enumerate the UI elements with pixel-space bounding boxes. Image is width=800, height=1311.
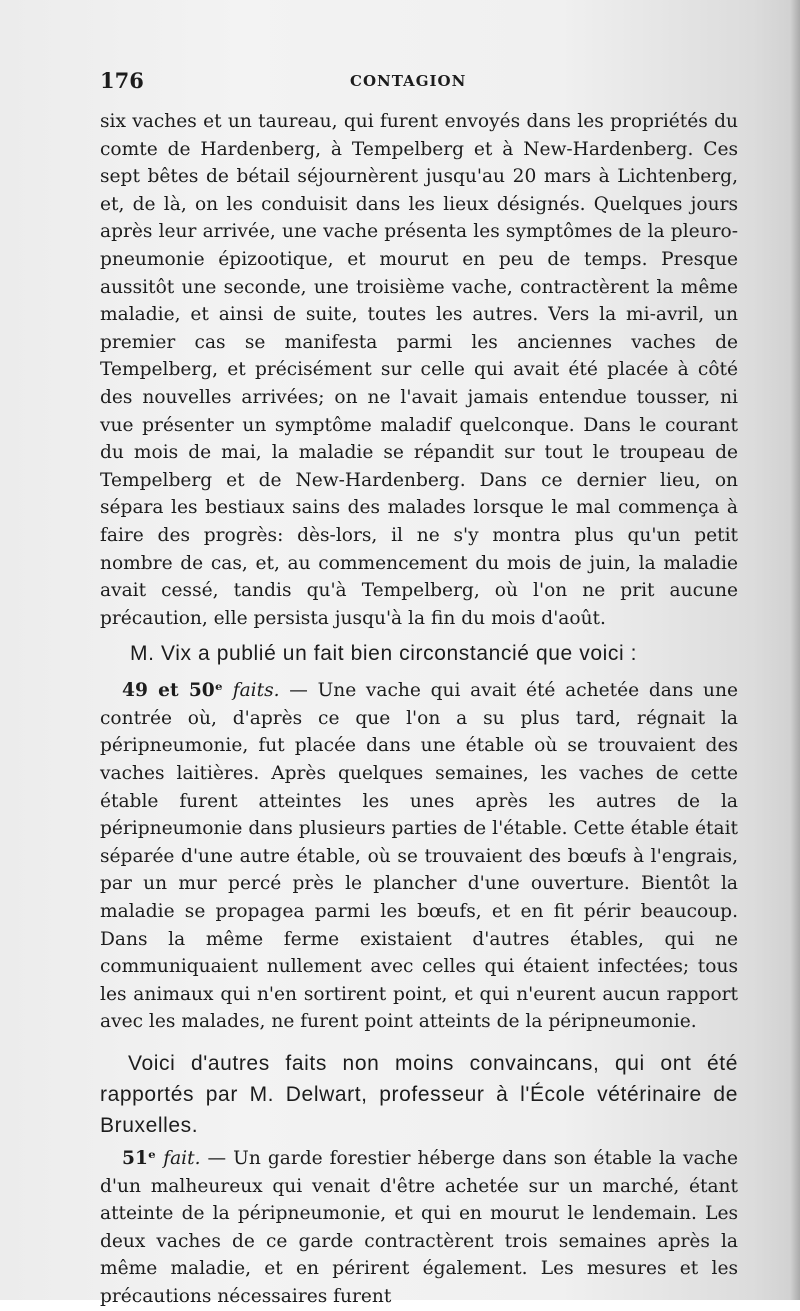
page-body xyxy=(100,108,738,1311)
case-text: — Une vache qui avait été achetée dans une contrée où, d'après ce que l'on a su plus tard, régnait la péripneumonie, fut placée dans une étable où se trouvaient des vaches laitières. Après quelques semaines, les vaches de cette étable furent atteintes les unes après les autres de la péripneumonie dans plusieurs parties de l'étable. Cette étable était séparée d'une autre étable, où se trouvaient des bœufs à l'engrais, par un mur percé près le plancher d'une ouverture. Bientôt la maladie se propagea parmi les bœufs, et en fit périr beaucoup. Dans la même ferme existaient d'autres étables, qui ne communiquaient nullement avec celles qui étaient infectées; tous les animaux qui n'en sortirent point, et qui n'eurent aucun rapport avec les malades, ne furent point atteints de la péripneumonie. xyxy=(100,680,738,1033)
case-number: 51ᵉ xyxy=(122,1148,157,1169)
paragraph-continuation: six vaches et un taureau, qui furent envoyés dans les propriétés du comte de Hardenberg, à Tempelberg et à New-Hardenberg. Ces sept bêtes de bétail séjournèrent jusqu'au 20 mars à Lichtenberg, et, de là, on les conduisit dans les lieux désignés. Quelques jours après leur arrivée, une vache présenta les symptômes de la pleuro-pneumonie épizootique, et mourut en peu de temps. Presque aussitôt une seconde, une troisième vache, contractèrent la même maladie, et ainsi de suite, toutes les autres. Vers la mi-avril, un premier cas se manifesta parmi les anciennes vaches de Tempelberg, et précisément sur celle qui avait été placée à côté des nouvelles arrivées; on ne l'avait jamais entendue tousser, ni vue présenter un symptôme maladif quelconque. Dans le courant du mois de mai, la maladie se répandit sur tout le troupeau de Tempelberg et de New-Hardenberg. Dans ce dernier lieu, on sépara les bestiaux sains des malades lorsque le mal commença à faire des progrès: dès-lors, il ne s'y montra plus qu'un petit nombre de cas, et, au commencement du mois de juin, la maladie avait cessé, tandis qu'à Tempelberg, où l'on ne prit aucune précaution, elle persista jusqu'à la fin du mois d'août. xyxy=(100,111,738,629)
page-edge-shadow xyxy=(790,0,800,1300)
page-header xyxy=(100,68,738,98)
paragraph-delwart-intro: Voici d'autres faits non moins convaincans, qui ont été rapportés par M. Delwart, professeur à l'École vétérinaire de Bruxelles. xyxy=(100,1052,738,1137)
case-label: faits. xyxy=(232,680,280,702)
paragraph-cases-49-50 xyxy=(100,677,738,1036)
running-head: CONTAGION xyxy=(350,72,467,90)
case-text: — Un garde forestier héberge dans son étable la vache d'un malheureux qui venait d'être achetée sur un marché, étant atteinte de la péripneumonie, et qui en mourut le lendemain. Les deux vaches de ce garde contractèrent trois semaines après la même maladie, et en périrent également. Les mesures et les précautions nécessaires furent xyxy=(100,1148,738,1307)
page-number: 176 xyxy=(100,68,144,93)
paragraph-vix-intro: M. Vix a publié un fait bien circonstancié que voici : xyxy=(130,642,638,666)
case-number: 49 et 50ᵉ xyxy=(122,680,223,702)
paragraph-case-51 xyxy=(100,1145,738,1311)
case-label: fait. xyxy=(163,1148,201,1169)
